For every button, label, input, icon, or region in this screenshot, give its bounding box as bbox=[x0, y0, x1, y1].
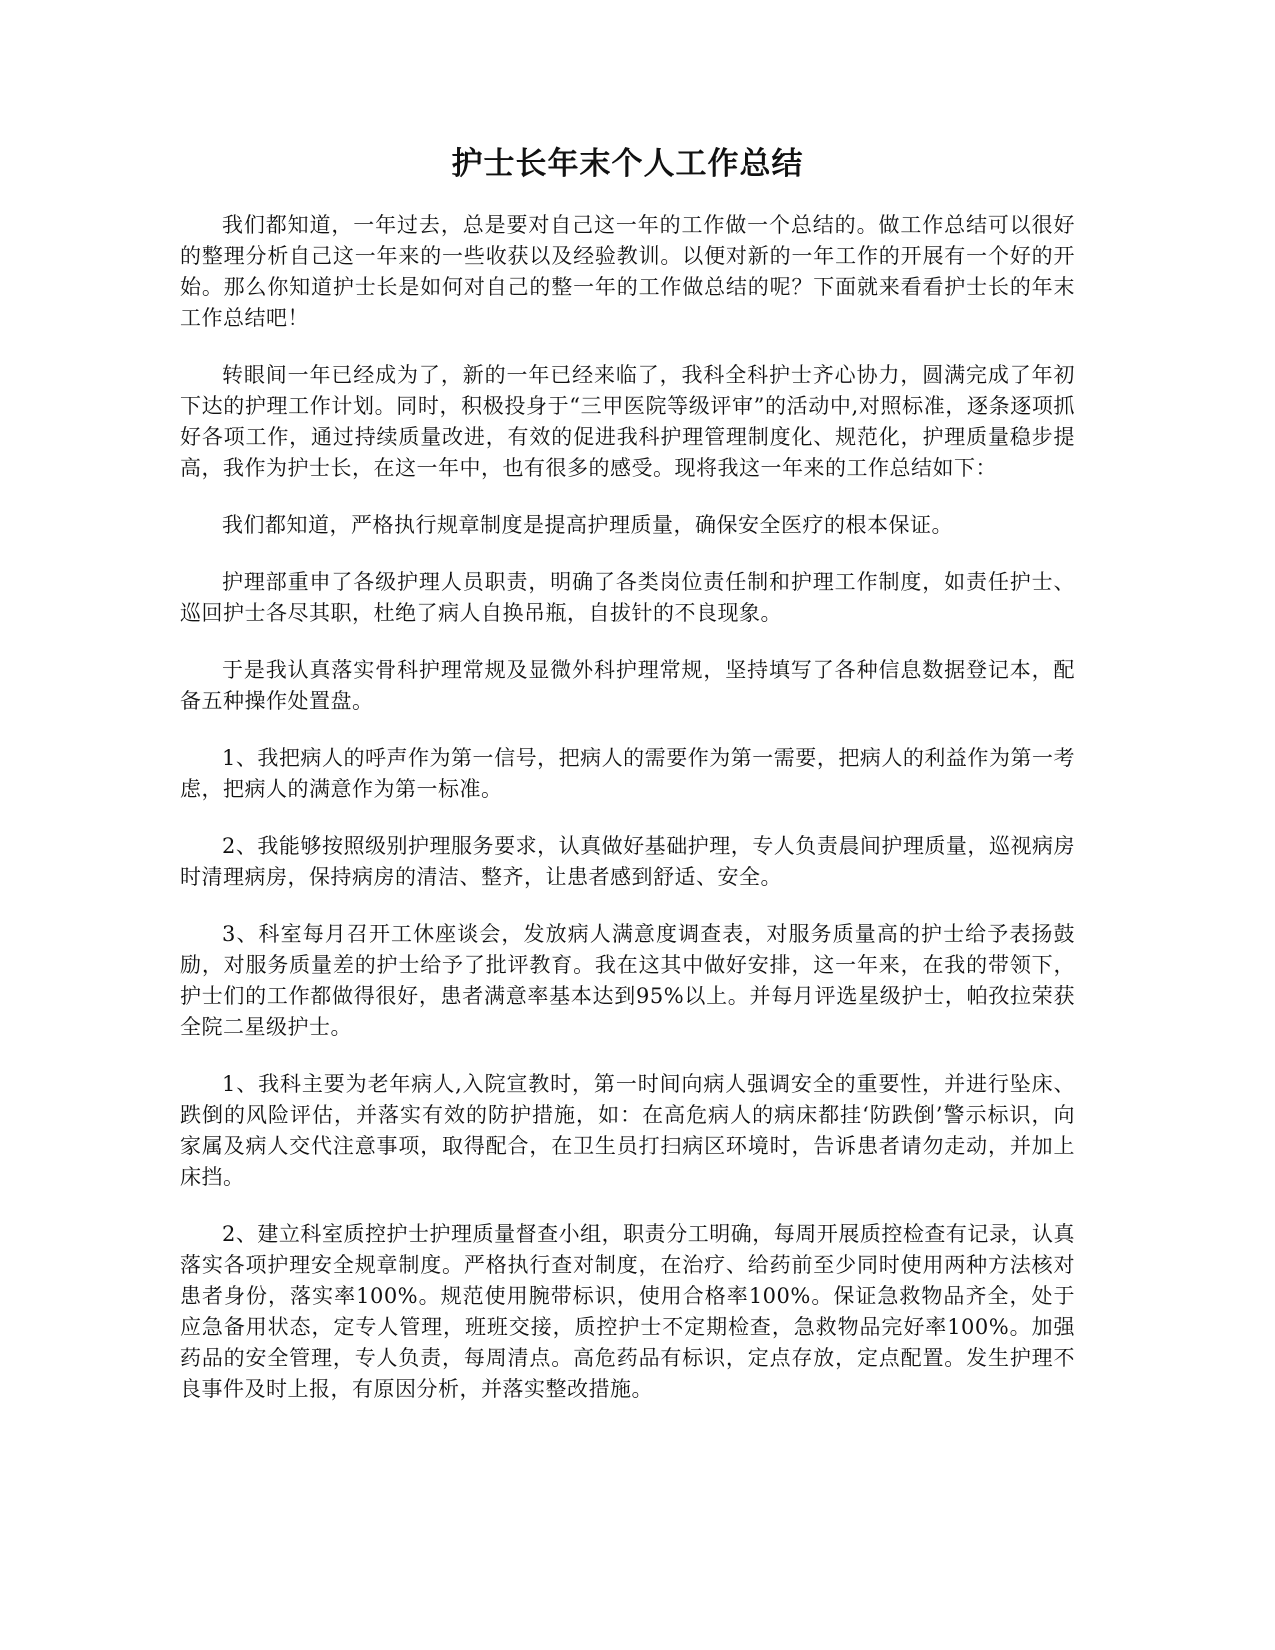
paragraph-rules: 我们都知道，严格执行规章制度是提高护理质量，确保安全医疗的根本保证。 bbox=[222, 513, 953, 537]
paragraph-item-3: 3、科室每月召开工休座谈会，发放病人满意度调查表，对服务质量高的护士给予表扬鼓励，对服务质量差的护士给予了批评教育。我在这其中做好安排，这一年来，在我的带领下，护士们的工作都做得很好，患者满意率基本达到95%以上。并每月评选星级护士，帕孜拉荣获全院二星级护士。 bbox=[180, 922, 1075, 1039]
paragraph-intro: 我们都知道，一年过去，总是要对自己这一年的工作做一个总结的。做工作总结可以很好的整理分析自己这一年来的一些收获以及经验教训。以便对新的一年工作的开展有一个好的开始。那么你知道护士长是如何对自己的整一年的工作做总结的呢？下面就来看看护士长的年末工作总结吧！ bbox=[180, 213, 1075, 330]
paragraph-item-1: 1、我把病人的呼声作为第一信号，把病人的需要作为第一需要，把病人的利益作为第一考虑，把病人的满意作为第一标准。 bbox=[180, 746, 1075, 801]
paragraph-routine: 于是我认真落实骨科护理常规及显微外科护理常规，坚持填写了各种信息数据登记本，配备五种操作处置盘。 bbox=[180, 658, 1075, 713]
paragraph-duties: 护理部重申了各级护理人员职责，明确了各类岗位责任制和护理工作制度，如责任护士、巡回护士各尽其职，杜绝了病人自换吊瓶，自拔针的不良现象。 bbox=[180, 570, 1075, 625]
document-title: 护士长年末个人工作总结 bbox=[451, 146, 804, 182]
paragraph-overview: 转眼间一年已经成为了，新的一年已经来临了，我科全科护士齐心协力，圆满完成了年初下达的护理工作计划。同时，积极投身于“三甲医院等级评审”的活动中,对照标准，逐条逐项抓好各项工作，通过持续质量改进，有效的促进我科护理管理制度化、规范化，护理质量稳步提高，我作为护士长，在这一年中，也有很多的感受。现将我这一年来的工作总结如下： bbox=[180, 363, 1075, 480]
document-page bbox=[180, 140, 1075, 1431]
paragraph-item-2: 2、我能够按照级别护理服务要求，认真做好基础护理，专人负责晨间护理质量，巡视病房时清理病房，保持病房的清洁、整齐，让患者感到舒适、安全。 bbox=[180, 834, 1075, 889]
paragraph-safety-1: 1、我科主要为老年病人,入院宣教时，第一时间向病人强调安全的重要性，并进行坠床、跌倒的风险评估，并落实有效的防护措施，如：在高危病人的病床都挂‘防跌倒’警示标识，向家属及病人交代注意事项，取得配合，在卫生员打扫病区环境时，告诉患者请勿走动，并加上床挡。 bbox=[180, 1072, 1075, 1189]
paragraph-safety-2: 2、建立科室质控护士护理质量督查小组，职责分工明确，每周开展质控检查有记录，认真落实各项护理安全规章制度。严格执行查对制度，在治疗、给药前至少同时使用两种方法核对患者身份，落实率100%。规范使用腕带标识，使用合格率100%。保证急救物品齐全，处于应急备用状态，定专人管理，班班交接，质控护士不定期检查，急救物品完好率100%。加强药品的安全管理，专人负责，每周清点。高危药品有标识，定点存放，定点配置。发生护理不良事件及时上报，有原因分析，并落实整改措施。 bbox=[180, 1222, 1075, 1401]
